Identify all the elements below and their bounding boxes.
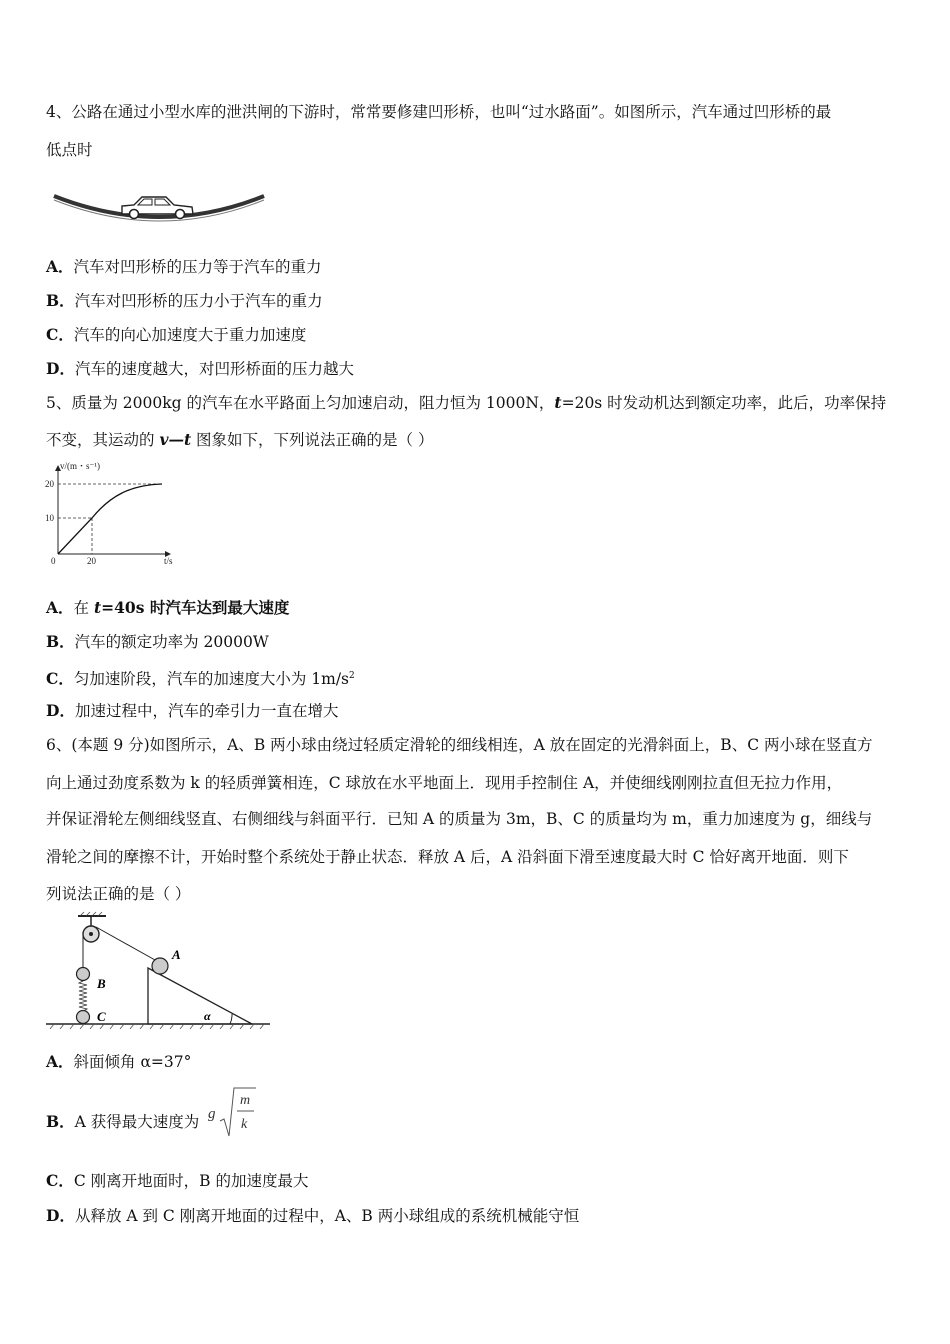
velocity-curve bbox=[58, 484, 162, 554]
q6-stem-line2: 向上通过劲度系数为 k 的轻质弹簧相连，C 球放在水平地面上．现用手控制住 A，并使细线刚刚拉直但无拉力作用， bbox=[46, 774, 843, 792]
q6-option-c: C．C 刚离开地面时，B 的加速度最大 bbox=[46, 1171, 309, 1190]
vt-graph bbox=[44, 458, 184, 570]
q4-stem-line2: 低点时 bbox=[46, 141, 93, 159]
q5-option-b: B．汽车的额定功率为 20000W bbox=[46, 632, 269, 651]
concave-bridge-figure bbox=[50, 186, 270, 228]
q6-stem-line1: 6、(本题 9 分)如图所示，A、B 两小球由绕过轻质定滑轮的细线相连，A 放在固定的光滑斜面上，B、C 两小球在竖直方 bbox=[46, 736, 873, 754]
x-axis-label: t/s bbox=[164, 556, 173, 566]
q5-option-a: A．在 t=40s 时汽车达到最大速度 bbox=[46, 598, 290, 617]
label-b: B bbox=[97, 976, 106, 991]
q6-stem-line3: 并保证滑轮左侧细线竖直、右侧细线与斜面平行．已知 A 的质量为 3m，B、C 的质量均为 m，重力加速度为 g，细线与 bbox=[46, 810, 873, 828]
formula-numerator: m bbox=[240, 1093, 251, 1108]
q4-stem-line1: 4、公路在通过小型水库的泄洪闸的下游时，常常要修建凹形桥，也叫“过水路面”。如图所示，汽车通过凹形桥的最 bbox=[46, 103, 832, 121]
q5-stem-line1: 5、质量为 2000kg 的汽车在水平路面上匀加速启动，阻力恒为 1000N，t=20s 时发动机达到额定功率，此后，功率保持 bbox=[46, 393, 887, 412]
spring-icon bbox=[79, 981, 87, 1011]
q4-option-b: B．汽车对凹形桥的压力小于汽车的重力 bbox=[46, 291, 323, 310]
q6-option-d: D．从释放 A 到 C 刚离开地面的过程中，A、B 两小球组成的系统机械能守恒 bbox=[46, 1206, 580, 1225]
formula-g: g bbox=[208, 1106, 216, 1122]
y-axis-label: v/(m・s⁻¹) bbox=[60, 461, 100, 471]
label-alpha: α bbox=[204, 1009, 211, 1023]
q4-option-a: A．汽车对凹形桥的压力等于汽车的重力 bbox=[46, 257, 322, 276]
q5-option-d: D．加速过程中，汽车的牵引力一直在增大 bbox=[46, 701, 339, 720]
ball-b-icon bbox=[77, 968, 90, 981]
q6-option-a: A．斜面倾角 α=37° bbox=[46, 1052, 192, 1071]
label-a: A bbox=[172, 947, 181, 962]
ball-c-icon bbox=[77, 1011, 90, 1024]
q4-option-c: C．汽车的向心加速度大于重力加速度 bbox=[46, 325, 307, 344]
x-tick-20: 20 bbox=[87, 556, 96, 566]
q6-option-b-formula bbox=[206, 1084, 258, 1140]
pulley-incline-figure bbox=[44, 910, 274, 1034]
q6-stem-line4: 滑轮之间的摩擦不计，开始时整个系统处于静止状态．释放 A 后，A 沿斜面下滑至速度最大时 C 恰好离开地面．则下 bbox=[46, 848, 849, 866]
y-tick-10: 10 bbox=[45, 513, 54, 523]
origin-label: 0 bbox=[51, 556, 56, 566]
y-tick-20: 20 bbox=[45, 479, 54, 489]
q6-stem-line5: 列说法正确的是（ ） bbox=[46, 885, 191, 903]
q5-stem-line2: 不变，其运动的 v—t 图象如下，下列说法正确的是（ ） bbox=[46, 430, 434, 449]
label-c: C bbox=[97, 1009, 106, 1024]
formula-denominator: k bbox=[241, 1117, 248, 1132]
q4-option-d: D．汽车的速度越大，对凹形桥面的压力越大 bbox=[46, 359, 354, 378]
q5-option-c: C．匀加速阶段，汽车的加速度大小为 $1m/s^2$ bbox=[46, 669, 355, 689]
q6-option-b: B．A 获得最大速度为 bbox=[46, 1112, 200, 1131]
ball-a-icon bbox=[152, 958, 168, 974]
incline bbox=[148, 968, 252, 1024]
